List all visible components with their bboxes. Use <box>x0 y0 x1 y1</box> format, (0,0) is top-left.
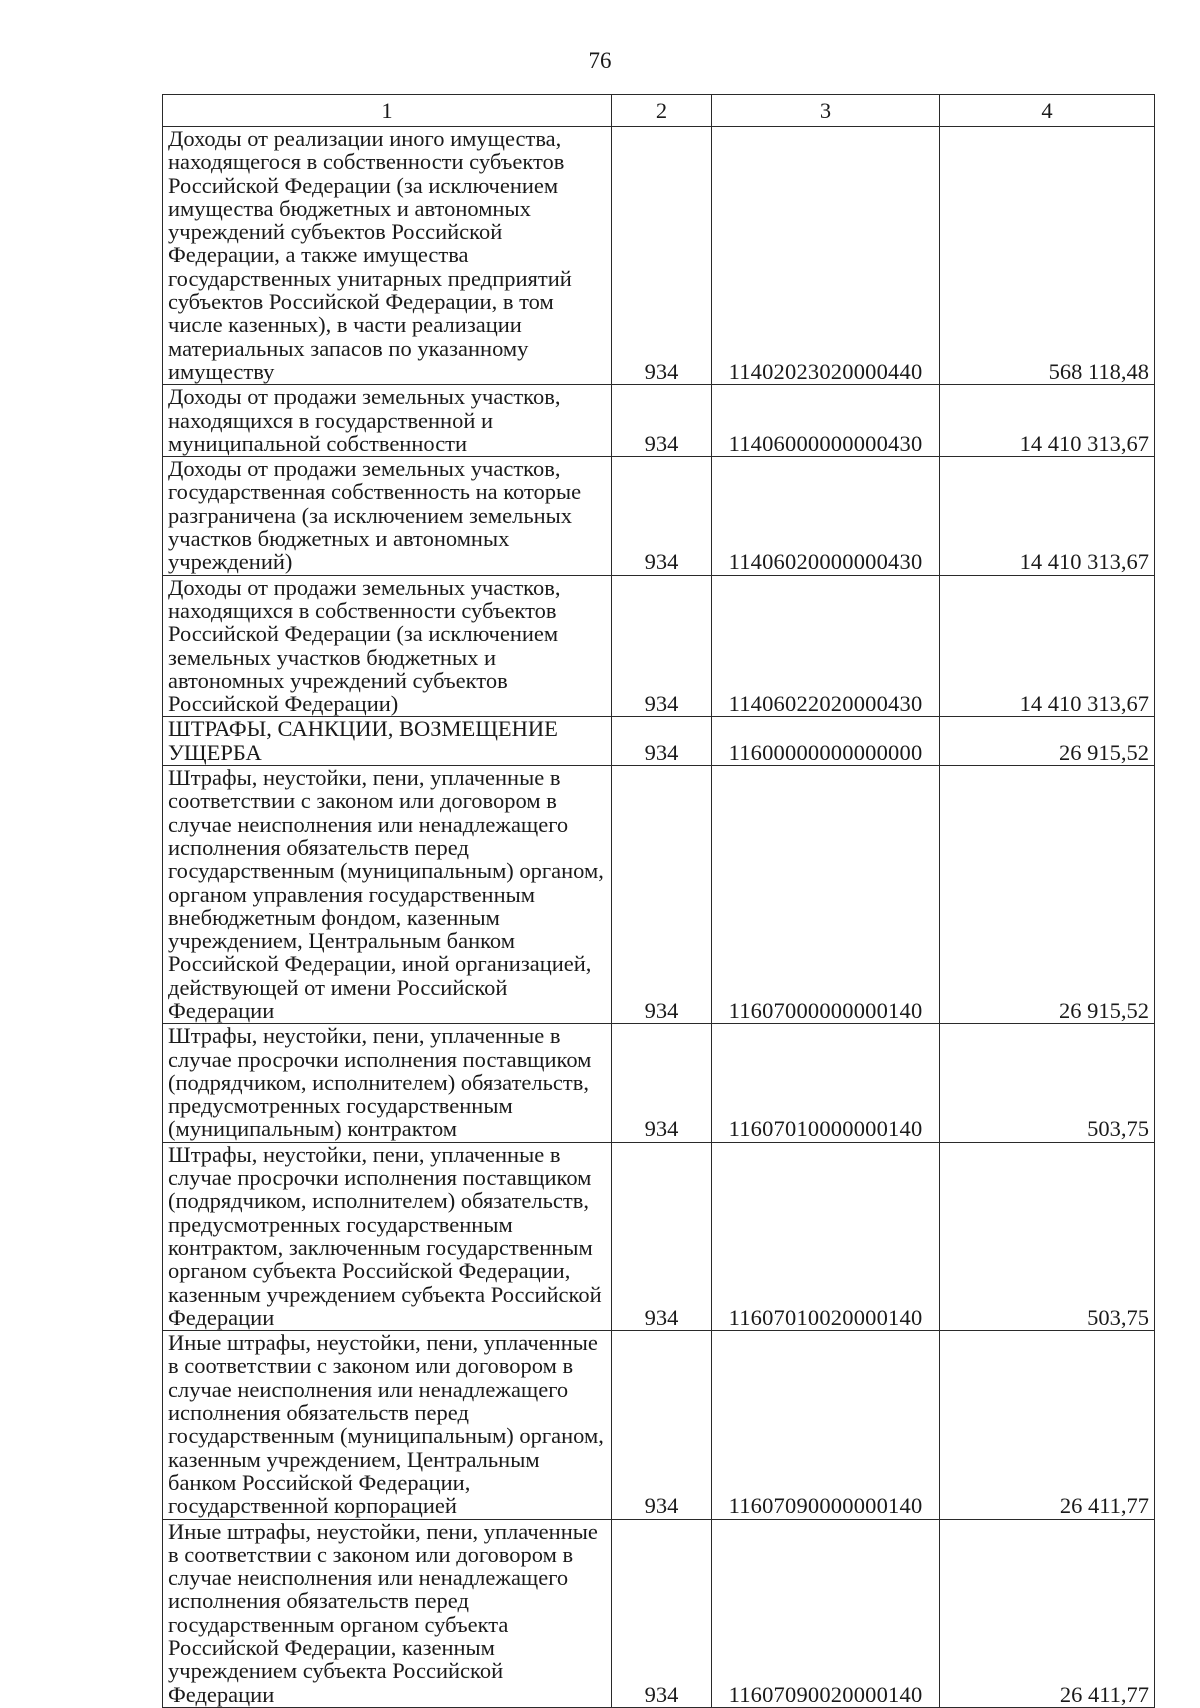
budget-code-cell: 11402023020000440 <box>712 127 940 385</box>
admin-code-cell: 934 <box>612 575 712 717</box>
budget-code-cell: 11406000000000430 <box>712 385 940 457</box>
revenue-name-cell: Доходы от продажи земельных участков, государственная собственность на которые разграничена (за исключением земельных участков бюджетных и автономных учреждений) <box>163 457 612 575</box>
revenue-name-cell: Штрафы, неустойки, пени, уплаченные в соответствии с законом или договором в случае неисполнения или ненадлежащего исполнения обязательств перед государственным (муниципальным) органом, органом управления государственным внебюджетным фондом, казенным учреждением, Центральным банком Российской Федерации, иной организацией, действующей от имени Российской Федерации <box>163 766 612 1024</box>
revenue-name-cell: Иные штрафы, неустойки, пени, уплаченные в соответствии с законом или договором в случае неисполнения или ненадлежащего исполнения обязательств перед государственным органом субъекта Российской Федерации, казенным учреждением субъекта Российской Федерации <box>163 1519 612 1707</box>
table-header-row <box>163 95 1155 127</box>
sum-cell: 503,75 <box>940 1024 1155 1142</box>
header-col-1: 1 <box>163 95 612 127</box>
table-row <box>163 575 1155 717</box>
budget-code-cell: 11600000000000000 <box>712 717 940 766</box>
sum-cell: 26 411,77 <box>940 1519 1155 1707</box>
admin-code-cell: 934 <box>612 1331 712 1519</box>
revenue-name-cell: Доходы от продажи земельных участков, находящихся в государственной и муниципальной собственности <box>163 385 612 457</box>
header-col-4: 4 <box>940 95 1155 127</box>
sum-cell: 26 915,52 <box>940 717 1155 766</box>
table-row <box>163 1142 1155 1330</box>
sum-cell: 503,75 <box>940 1142 1155 1330</box>
sum-cell: 26 915,52 <box>940 766 1155 1024</box>
sum-cell: 14 410 313,67 <box>940 457 1155 575</box>
table-row <box>163 717 1155 766</box>
header-col-2: 2 <box>612 95 712 127</box>
admin-code-cell: 934 <box>612 127 712 385</box>
budget-code-cell: 11406022020000430 <box>712 575 940 717</box>
budget-code-cell: 11406020000000430 <box>712 457 940 575</box>
table-row <box>163 457 1155 575</box>
header-col-3: 3 <box>712 95 940 127</box>
budget-revenue-table <box>162 94 1155 1708</box>
table-row <box>163 127 1155 385</box>
admin-code-cell: 934 <box>612 1142 712 1330</box>
sum-cell: 14 410 313,67 <box>940 385 1155 457</box>
table-row <box>163 385 1155 457</box>
revenue-name-cell: Штрафы, неустойки, пени, уплаченные в случае просрочки исполнения поставщиком (подрядчиком, исполнителем) обязательств, предусмотренных государственным контрактом, заключенным государственным органом субъекта Российской Федерации, казенным учреждением субъекта Российской Федерации <box>163 1142 612 1330</box>
revenue-name-cell: ШТРАФЫ, САНКЦИИ, ВОЗМЕЩЕНИЕ УЩЕРБА <box>163 717 612 766</box>
admin-code-cell: 934 <box>612 457 712 575</box>
sum-cell: 568 118,48 <box>940 127 1155 385</box>
table-row <box>163 1024 1155 1142</box>
budget-code-cell: 11607090000000140 <box>712 1331 940 1519</box>
page-number: 76 <box>588 48 612 73</box>
table-row <box>163 766 1155 1024</box>
revenue-name-cell: Доходы от реализации иного имущества, находящегося в собственности субъектов Российской Федерации (за исключением имущества бюджетных и автономных учреждений субъектов Российской Федерации, а также имущества государственных унитарных предприятий субъектов Российской Федерации, в том числе казенных), в части реализации материальных запасов по указанному имуществу <box>163 127 612 385</box>
admin-code-cell: 934 <box>612 1519 712 1707</box>
budget-code-cell: 11607010000000140 <box>712 1024 940 1142</box>
table-row <box>163 1331 1155 1519</box>
revenue-name-cell: Доходы от продажи земельных участков, находящихся в собственности субъектов Российской Федерации (за исключением земельных участков бюджетных и автономных учреждений субъектов Российской Федерации) <box>163 575 612 717</box>
admin-code-cell: 934 <box>612 1024 712 1142</box>
sum-cell: 26 411,77 <box>940 1331 1155 1519</box>
admin-code-cell: 934 <box>612 717 712 766</box>
budget-code-cell: 11607090020000140 <box>712 1519 940 1707</box>
admin-code-cell: 934 <box>612 766 712 1024</box>
admin-code-cell: 934 <box>612 385 712 457</box>
budget-code-cell: 11607000000000140 <box>712 766 940 1024</box>
sum-cell: 14 410 313,67 <box>940 575 1155 717</box>
revenue-name-cell: Иные штрафы, неустойки, пени, уплаченные в соответствии с законом или договором в случае неисполнения или ненадлежащего исполнения обязательств перед государственным (муниципальным) органом, казенным учреждением, Центральным банком Российской Федерации, государственной корпорацией <box>163 1331 612 1519</box>
table-row <box>163 1519 1155 1707</box>
revenue-name-cell: Штрафы, неустойки, пени, уплаченные в случае просрочки исполнения поставщиком (подрядчиком, исполнителем) обязательств, предусмотренных государственным (муниципальным) контрактом <box>163 1024 612 1142</box>
budget-code-cell: 11607010020000140 <box>712 1142 940 1330</box>
